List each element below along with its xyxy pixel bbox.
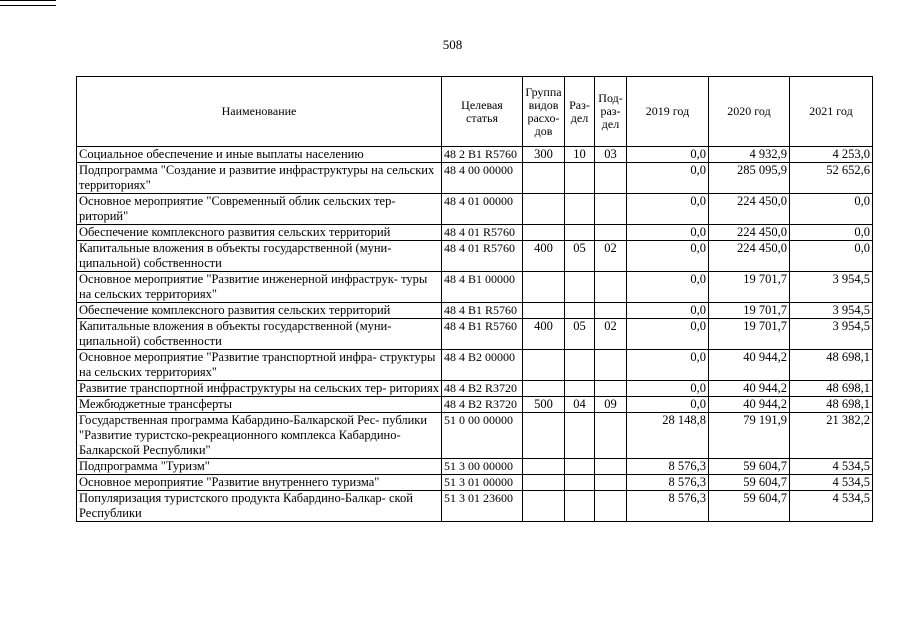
row-group (523, 381, 565, 397)
row-name: Обеспечение комплексного развития сельских территорий (77, 225, 442, 241)
row-code: 48 4 B1 R5760 (442, 319, 523, 350)
row-name: Государственная программа Кабардино-Балкарской Рес- публики "Развитие туристско-рекреационного комплекса Кабардино-Балкарской Республики" (77, 413, 442, 459)
row-code: 48 4 01 00000 (442, 194, 523, 225)
budget-table (76, 76, 873, 522)
table-row (77, 147, 873, 163)
row-name: Межбюджетные трансферты (77, 397, 442, 413)
row-group (523, 225, 565, 241)
corner-line (0, 0, 56, 6)
row-2019: 0,0 (627, 303, 709, 319)
row-section (565, 303, 595, 319)
row-2019: 28 148,8 (627, 413, 709, 459)
row-group (523, 163, 565, 194)
row-section (565, 225, 595, 241)
row-section: 05 (565, 319, 595, 350)
header-2020: 2020 год (709, 77, 790, 147)
row-section (565, 475, 595, 491)
table-body (77, 147, 873, 522)
row-subsection: 09 (595, 397, 627, 413)
row-group: 500 (523, 397, 565, 413)
row-subsection (595, 303, 627, 319)
table-row (77, 194, 873, 225)
row-2020: 285 095,9 (709, 163, 790, 194)
row-name: Основное мероприятие "Развитие транспортной инфра- структуры на сельских территориях" (77, 350, 442, 381)
row-2019: 0,0 (627, 194, 709, 225)
header-row (77, 77, 873, 147)
row-code: 48 4 01 R5760 (442, 225, 523, 241)
row-2019: 0,0 (627, 147, 709, 163)
header-target: Целевая статья (442, 77, 523, 147)
row-2020: 224 450,0 (709, 241, 790, 272)
row-2021: 0,0 (790, 194, 873, 225)
row-subsection (595, 194, 627, 225)
row-2020: 40 944,2 (709, 381, 790, 397)
row-section (565, 194, 595, 225)
row-2019: 0,0 (627, 350, 709, 381)
row-2020: 59 604,7 (709, 491, 790, 522)
row-code: 48 4 00 00000 (442, 163, 523, 194)
row-subsection (595, 272, 627, 303)
row-section (565, 491, 595, 522)
row-subsection: 03 (595, 147, 627, 163)
row-code: 48 4 B2 R3720 (442, 397, 523, 413)
row-section: 10 (565, 147, 595, 163)
row-group (523, 194, 565, 225)
row-group (523, 459, 565, 475)
row-subsection (595, 491, 627, 522)
row-2019: 8 576,3 (627, 459, 709, 475)
header-subsection: Под- раз- дел (595, 77, 627, 147)
row-name: Основное мероприятие "Развитие внутреннего туризма" (77, 475, 442, 491)
header-2021: 2021 год (790, 77, 873, 147)
row-code: 51 0 00 00000 (442, 413, 523, 459)
row-code: 48 4 B2 R3720 (442, 381, 523, 397)
row-section (565, 272, 595, 303)
row-group (523, 491, 565, 522)
row-section (565, 459, 595, 475)
row-2021: 48 698,1 (790, 381, 873, 397)
row-section (565, 350, 595, 381)
row-code: 48 4 01 R5760 (442, 241, 523, 272)
row-group: 400 (523, 241, 565, 272)
row-2020: 224 450,0 (709, 194, 790, 225)
row-section: 05 (565, 241, 595, 272)
row-subsection (595, 381, 627, 397)
row-name: Популяризация туристского продукта Кабардино-Балкар- ской Республики (77, 491, 442, 522)
row-code: 48 4 B1 R5760 (442, 303, 523, 319)
table-row (77, 413, 873, 459)
header-name: Наименование (77, 77, 442, 147)
row-2021: 4 534,5 (790, 491, 873, 522)
row-2021: 4 534,5 (790, 459, 873, 475)
row-2020: 40 944,2 (709, 350, 790, 381)
table-row (77, 397, 873, 413)
table-row (77, 475, 873, 491)
table-row (77, 491, 873, 522)
row-section (565, 381, 595, 397)
row-group (523, 413, 565, 459)
header-section: Раз- дел (565, 77, 595, 147)
row-group: 300 (523, 147, 565, 163)
row-2019: 8 576,3 (627, 475, 709, 491)
row-2021: 3 954,5 (790, 319, 873, 350)
row-name: Развитие транспортной инфраструктуры на сельских тер- риториях (77, 381, 442, 397)
row-2020: 4 932,9 (709, 147, 790, 163)
row-2020: 19 701,7 (709, 272, 790, 303)
row-name: Капитальные вложения в объекты государственной (муни- ципальной) собственности (77, 319, 442, 350)
table-row (77, 350, 873, 381)
row-name: Основное мероприятие "Развитие инженерной инфраструк- туры на сельских территориях" (77, 272, 442, 303)
row-name: Основное мероприятие "Современный облик сельских тер- риторий" (77, 194, 442, 225)
row-group: 400 (523, 319, 565, 350)
row-subsection (595, 163, 627, 194)
row-subsection (595, 225, 627, 241)
header-2019: 2019 год (627, 77, 709, 147)
row-name: Социальное обеспечение и иные выплаты населению (77, 147, 442, 163)
row-2021: 4 253,0 (790, 147, 873, 163)
row-2020: 59 604,7 (709, 459, 790, 475)
row-name: Подпрограмма "Создание и развитие инфраструктуры на сельских территориях" (77, 163, 442, 194)
row-2019: 0,0 (627, 272, 709, 303)
row-2021: 3 954,5 (790, 272, 873, 303)
table-row (77, 459, 873, 475)
row-name: Капитальные вложения в объекты государственной (муни- ципальной) собственности (77, 241, 442, 272)
row-2019: 0,0 (627, 241, 709, 272)
row-code: 48 4 B1 00000 (442, 272, 523, 303)
row-group (523, 350, 565, 381)
row-group (523, 303, 565, 319)
row-section (565, 163, 595, 194)
table-row (77, 241, 873, 272)
page-number: 508 (442, 37, 463, 52)
table-row (77, 225, 873, 241)
row-2020: 19 701,7 (709, 303, 790, 319)
row-2021: 4 534,5 (790, 475, 873, 491)
row-2019: 8 576,3 (627, 491, 709, 522)
row-2020: 224 450,0 (709, 225, 790, 241)
row-subsection (595, 459, 627, 475)
row-2019: 0,0 (627, 381, 709, 397)
row-name: Подпрограмма "Туризм" (77, 459, 442, 475)
row-code: 51 3 01 00000 (442, 475, 523, 491)
row-code: 51 3 01 23600 (442, 491, 523, 522)
row-2020: 79 191,9 (709, 413, 790, 459)
row-2021: 48 698,1 (790, 350, 873, 381)
row-2021: 21 382,2 (790, 413, 873, 459)
header-group: Группа видов расхо- дов (523, 77, 565, 147)
row-2019: 0,0 (627, 225, 709, 241)
row-group (523, 272, 565, 303)
row-section: 04 (565, 397, 595, 413)
row-2019: 0,0 (627, 319, 709, 350)
row-subsection (595, 475, 627, 491)
table-row (77, 163, 873, 194)
row-2021: 0,0 (790, 225, 873, 241)
row-code: 48 4 B2 00000 (442, 350, 523, 381)
row-2021: 48 698,1 (790, 397, 873, 413)
row-2019: 0,0 (627, 163, 709, 194)
table-row (77, 272, 873, 303)
row-2020: 40 944,2 (709, 397, 790, 413)
row-code: 51 3 00 00000 (442, 459, 523, 475)
row-2019: 0,0 (627, 397, 709, 413)
row-subsection: 02 (595, 241, 627, 272)
row-name: Обеспечение комплексного развития сельских территорий (77, 303, 442, 319)
row-2020: 59 604,7 (709, 475, 790, 491)
row-subsection: 02 (595, 319, 627, 350)
row-section (565, 413, 595, 459)
row-subsection (595, 350, 627, 381)
row-group (523, 475, 565, 491)
table-row (77, 303, 873, 319)
table-row (77, 319, 873, 350)
row-subsection (595, 413, 627, 459)
row-2021: 3 954,5 (790, 303, 873, 319)
row-2021: 0,0 (790, 241, 873, 272)
table-row (77, 381, 873, 397)
row-2021: 52 652,6 (790, 163, 873, 194)
row-2020: 19 701,7 (709, 319, 790, 350)
row-code: 48 2 B1 R5760 (442, 147, 523, 163)
